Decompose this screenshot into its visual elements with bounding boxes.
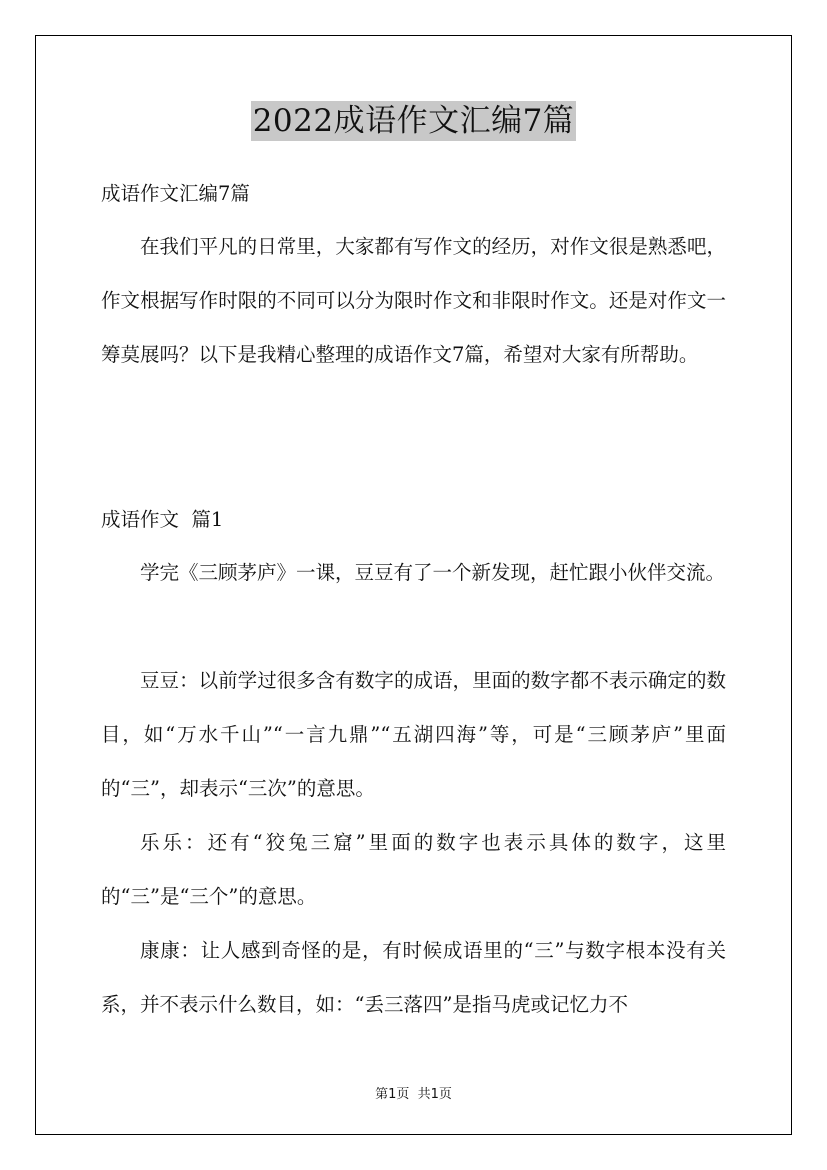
title-container	[0, 101, 827, 141]
section-heading: 成语作文 篇1	[101, 508, 224, 531]
intro-paragraph: 在我们平凡的日常里，大家都有写作文的经历，对作文很是熟悉吧，作文根据写作时限的不同可以分为限时作文和非限时作文。还是对作文一筹莫展吗？以下是我精心整理的成语作文7篇，希望对大家有所帮助。	[101, 235, 726, 366]
subtitle: 成语作文汇编7篇	[101, 182, 250, 205]
body-paragraph-3: 乐乐：还有“狡兔三窟”里面的数字也表示具体的数字，这里的“三”是“三个”的意思。	[101, 831, 726, 908]
body-paragraph-4: 康康：让人感到奇怪的是，有时候成语里的“三”与数字根本没有关系，并不表示什么数目，如：“丢三落四”是指马虎或记忆力不	[101, 939, 726, 1016]
page-footer: 第1页 共1页	[375, 1087, 452, 1102]
document-title: 2022成语作文汇编7篇	[252, 103, 575, 139]
body-paragraph-1: 学完《三顾茅庐》一课，豆豆有了一个新发现，赶忙跟小伙伴交流。	[140, 561, 726, 584]
body-paragraph-2: 豆豆：以前学过很多含有数字的成语，里面的数字都不表示确定的数目，如“万水千山”“一言九鼎”“五湖四海”等，可是“三顾茅庐”里面的“三”，却表示“三次”的意思。	[101, 669, 726, 800]
